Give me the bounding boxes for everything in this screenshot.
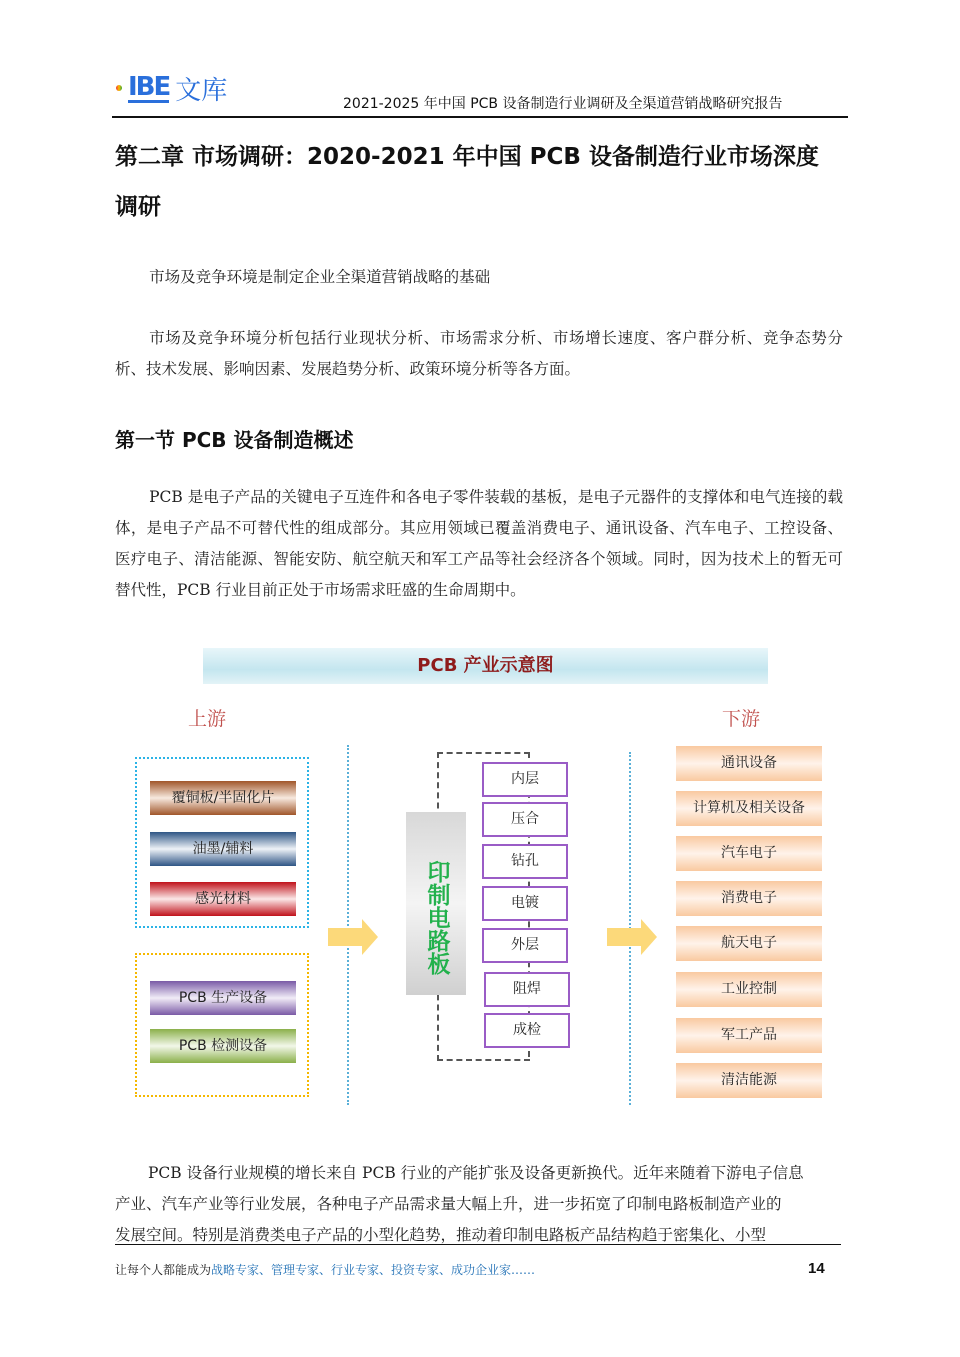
process-step: 成检 <box>484 1013 570 1048</box>
downstream-label: 下游 <box>722 708 761 730</box>
intro-paragraph-2: 市场及竞争环境分析包括行业现状分析、市场需求分析、市场增长速度、客户群分析、竞争态势分析、技术发展、影响因素、发展趋势分析、政策环境分析等各方面。 <box>115 329 843 378</box>
header-divider <box>112 116 848 118</box>
logo-text: 文库 <box>175 75 228 106</box>
intro-paragraph-1: 市场及竞争环境是制定企业全渠道营销战略的基础 <box>149 268 491 286</box>
upstream-label: 上游 <box>188 708 227 730</box>
pcb-center-box: 印制电路板 <box>406 812 466 995</box>
equipment-item: PCB 检测设备 <box>150 1029 296 1063</box>
page-number: 14 <box>808 1260 825 1277</box>
downstream-item: 清洁能源 <box>676 1063 822 1098</box>
footer-divider <box>115 1244 841 1245</box>
body-paragraph-1: PCB 是电子产品的关键电子互连件和各电子零件装载的基板，是电子元器件的支撑体和电气连接的载体，是电子产品不可替代性的组成部分。其应用领域已覆盖消费电子、通讯设备、汽车电子、工控设备、医疗电子、清洁能源、智能安防、航空航天和军工产品等社会经济各个领域。同时，因为技术上的暂无可替代性，PCB 行业目前正处于市场需求旺盛的生命周期中。 <box>115 488 843 599</box>
downstream-item: 通讯设备 <box>676 746 822 781</box>
footer-highlight: 战略专家、管理专家、行业专家、投资专家、成功企业家…… <box>211 1263 536 1277</box>
process-step: 电镀 <box>482 886 568 921</box>
body-paragraph-2-line: 产业、汽车产业等行业发展，各种电子产品需求量大幅上升，进一步拓宽了印制电路板制造产业的 <box>115 1195 782 1213</box>
downstream-item: 消费电子 <box>676 881 822 916</box>
footer-slogan <box>115 1261 535 1278</box>
chapter-title: 第二章 市场调研：2020-2021 年中国 PCB 设备制造行业市场深度调研 <box>115 144 819 220</box>
arrow-right-icon <box>607 919 657 955</box>
logo-mark: IBE <box>128 71 170 102</box>
section-title: 第一节 PCB 设备制造概述 <box>115 428 354 452</box>
document-title: 2021-2025 年中国 PCB 设备制造行业调研及全渠道营销战略研究报告 <box>343 96 783 112</box>
material-item: 感光材料 <box>150 882 296 916</box>
downstream-item: 汽车电子 <box>676 836 822 871</box>
body-paragraph-2-line: PCB 设备行业规模的增长来自 PCB 行业的产能扩张及设备更新换代。近年来随着下游电子信息 <box>148 1164 804 1182</box>
material-item: 油墨/辅料 <box>150 832 296 866</box>
logo <box>116 72 227 104</box>
arrow-right-icon <box>328 919 378 955</box>
process-step: 阻焊 <box>484 972 570 1007</box>
diagram-title: PCB 产业示意图 <box>203 648 768 684</box>
process-step: 压合 <box>482 802 568 837</box>
downstream-item: 军工产品 <box>676 1018 822 1053</box>
process-step: 钻孔 <box>482 844 568 879</box>
equipment-group <box>135 953 309 1097</box>
body-paragraph-2-line: 发展空间。特别是消费类电子产品的小型化趋势，推动着印制电路板产品结构趋于密集化、小型 <box>115 1226 767 1244</box>
logo-dot-icon <box>116 85 122 91</box>
downstream-item: 计算机及相关设备 <box>676 791 822 826</box>
equipment-item: PCB 生产设备 <box>150 981 296 1015</box>
downstream-item: 航天电子 <box>676 926 822 961</box>
material-item: 覆铜板/半固化片 <box>150 781 296 815</box>
process-step: 外层 <box>482 928 568 963</box>
footer-prefix: 让每个人都能成为 <box>115 1263 212 1277</box>
downstream-item: 工业控制 <box>676 972 822 1007</box>
process-step: 内层 <box>482 762 568 797</box>
